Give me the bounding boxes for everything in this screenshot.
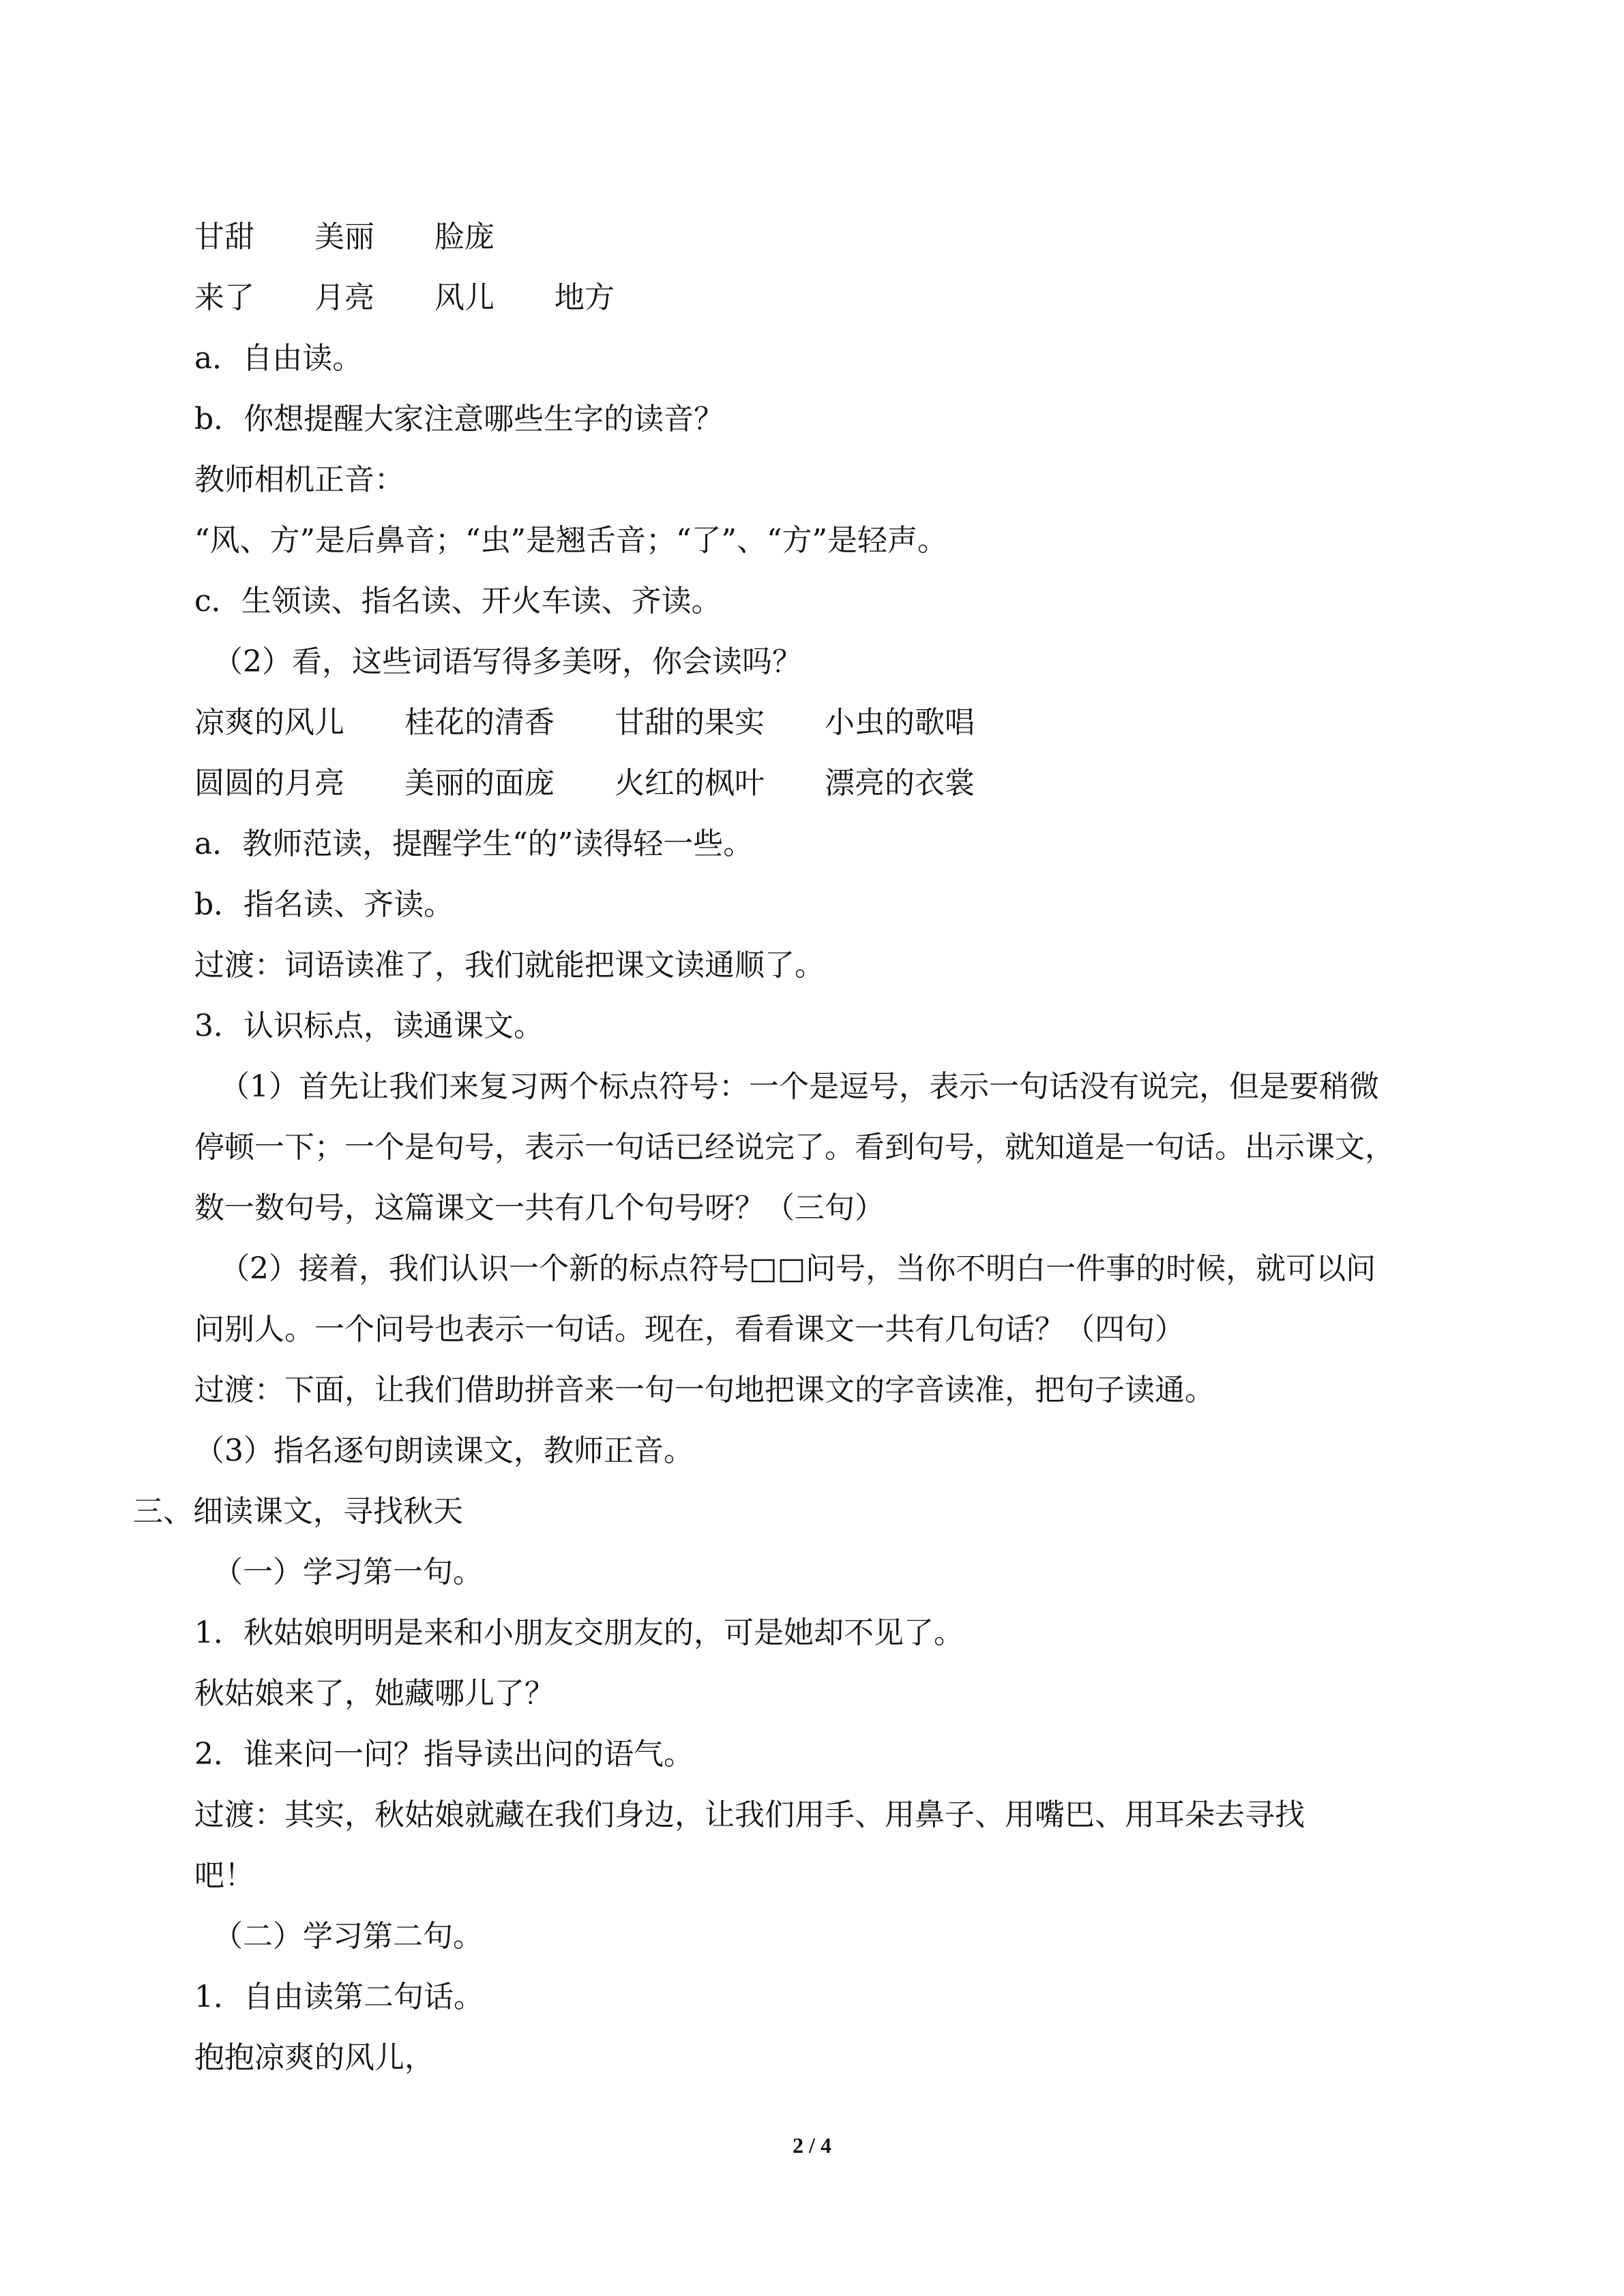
paragraph: 教师相机正音：: [194, 462, 404, 497]
paragraph: “风、方”是后鼻音；“虫”是翘舌音；“了”、“方”是轻声。: [194, 523, 947, 558]
paragraph: 1．秋姑娘明明是来和小朋友交朋友的，可是她却不见了。: [194, 1615, 964, 1650]
paragraph: （1）首先让我们来复习两个标点符号：一个是逗号，表示一句话没有说完，但是要稍微: [220, 1069, 1379, 1104]
paragraph: 过渡：下面，让我们借助拼音来一句一句地把课文的字音读准，把句子读通。: [194, 1373, 1215, 1407]
page-number: 2 / 4: [793, 2133, 831, 2158]
section-heading: 三、细读课文，寻找秋天: [133, 1494, 463, 1529]
paragraph: 问别人。一个问号也表示一句话。现在，看看课文一共有几句话？（四句）: [194, 1312, 1185, 1347]
paragraph: （2）接着，我们认识一个新的标点符号□□问号，当你不明白一件事的时候，就可以问: [220, 1251, 1376, 1286]
paragraph: 数一数句号，这篇课文一共有几个句号呀？（三句）: [194, 1191, 885, 1225]
paragraph: a．自由读。: [194, 341, 363, 376]
vocab-row-1: 甘甜 美丽 脸庞: [194, 220, 494, 254]
vocab-row-2: 来了 月亮 风儿 地方: [194, 280, 615, 315]
paragraph: 过渡：其实，秋姑娘就藏在我们身边，让我们用手、用鼻子、用嘴巴、用耳朵去寻找: [194, 1798, 1305, 1832]
paragraph: a．教师范读，提醒学生“的”读得轻一些。: [194, 826, 754, 861]
paragraph: 吧！: [194, 1858, 254, 1893]
paragraph: （2）看，这些词语写得多美呀，你会读吗？: [213, 644, 802, 679]
paragraph: 停顿一下；一个是句号，表示一句话已经说完了。看到句号，就知道是一句话。出示课文，: [194, 1130, 1395, 1165]
phrase-row-2: 圆圆的月亮 美丽的面庞 火红的枫叶 漂亮的衣裳: [194, 766, 975, 801]
paragraph: 抱抱凉爽的风儿，: [194, 2040, 434, 2075]
paragraph: 3．认识标点，读通课文。: [194, 1009, 544, 1043]
paragraph: （3）指名逐句朗读课文，教师正音。: [194, 1433, 694, 1468]
paragraph: c．生领读、指名读、开火车读、齐读。: [194, 584, 722, 618]
paragraph: 过渡：词语读准了，我们就能把课文读通顺了。: [194, 948, 825, 983]
paragraph: b．你想提醒大家注意哪些生字的读音？: [194, 402, 724, 436]
phrase-row-1: 凉爽的风儿 桂花的清香 甘甜的果实 小虫的歌唱: [194, 705, 975, 740]
paragraph: b．指名读、齐读。: [194, 887, 454, 922]
paragraph: 2．谁来问一问？指导读出问的语气。: [194, 1737, 694, 1772]
paragraph: 1．自由读第二句话。: [194, 1980, 484, 2014]
subsection-heading: （一）学习第一句。: [213, 1555, 483, 1590]
paragraph: 秋姑娘来了，她藏哪儿了？: [194, 1676, 555, 1711]
subsection-heading: （二）学习第二句。: [213, 1919, 483, 1954]
